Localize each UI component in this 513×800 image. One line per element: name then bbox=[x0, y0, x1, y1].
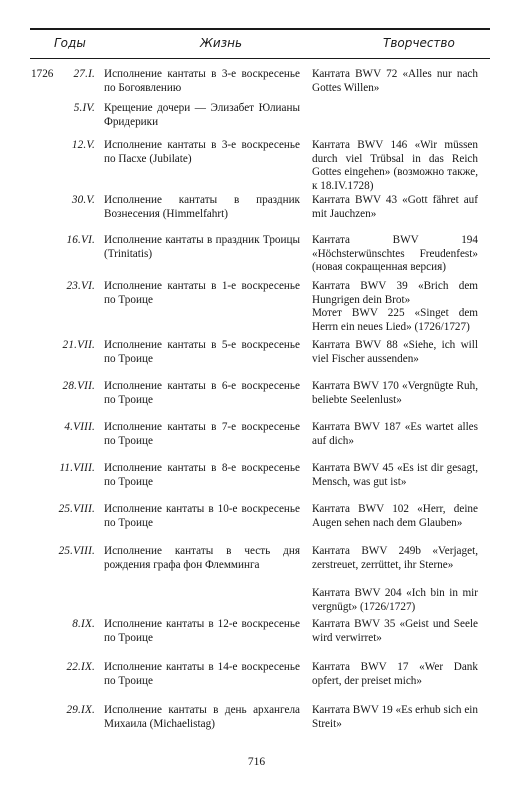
works-cell bbox=[312, 661, 478, 688]
life-cell: Крещение дочери — Элизабет Юлианы Фридерики bbox=[104, 102, 300, 128]
date-cell: 25.VIII. bbox=[58, 503, 95, 515]
life-cell: Исполнение кантаты в честь дня рождения графа фон Флемминга bbox=[104, 545, 300, 571]
life-cell: Исполнение кантаты в 8-е воскресенье по Троице bbox=[104, 462, 300, 488]
work-entry: Кантата BWV 19 «Es erhub sich ein Streit» bbox=[312, 704, 478, 730]
date-cell: 5.IV. bbox=[73, 102, 95, 114]
date-cell: 29.IX. bbox=[66, 704, 95, 716]
works-cell bbox=[312, 421, 478, 448]
life-cell: Исполнение кантаты в праздник Вознесения (Himmelfahrt) bbox=[104, 194, 300, 220]
works-cell bbox=[312, 234, 478, 275]
life-cell: Исполнение кантаты в 5-е воскресенье по Троице bbox=[104, 339, 300, 365]
date-cell: 27.I. bbox=[73, 68, 95, 80]
date-cell: 30.V. bbox=[71, 194, 95, 206]
work-entry: Кантата BWV 45 «Es ist dir gesagt, Mensch, was gut ist» bbox=[312, 462, 478, 488]
date-cell: 25.VIII. bbox=[58, 545, 95, 557]
work-entry: Кантата BWV 72 «Alles nur nach Gottes Willen» bbox=[312, 68, 478, 94]
life-cell: Исполнение кантаты в 12-е воскресенье по Троице bbox=[104, 618, 300, 644]
work-entry: Кантата BWV 43 «Gott fähret auf mit Jauchzen» bbox=[312, 194, 478, 220]
work-entry: Мотет BWV 225 «Singet dem Herrn ein neues Lied» (1726/1727) bbox=[312, 307, 478, 333]
work-entry: Кантата BWV 187 «Es wartet alles auf dich» bbox=[312, 421, 478, 447]
column-header-life: Жизнь bbox=[200, 36, 243, 50]
works-cell bbox=[312, 618, 478, 645]
work-entry: Кантата BWV 17 «Wer Dank opfert, der preiset mich» bbox=[312, 661, 478, 687]
works-cell bbox=[312, 503, 478, 530]
column-header-works: Творчество bbox=[383, 36, 455, 50]
date-cell: 21.VII. bbox=[62, 339, 95, 351]
life-cell: Исполнение кантаты в 3-е воскресенье по Пасхе (Jubilate) bbox=[104, 139, 300, 165]
work-entry: Кантата BWV 170 «Vergnügte Ruh, beliebte Seelenlust» bbox=[312, 380, 478, 406]
date-cell: 4.VIII. bbox=[64, 421, 95, 433]
page-number: 716 bbox=[247, 756, 266, 768]
year-label: 1726 bbox=[31, 68, 54, 80]
work-entry: Кантата BWV 146 «Wir müssen durch viel Trübsal in das Reich Gottes eingehen» (возможно также, к 18.IV.1728) bbox=[312, 139, 478, 192]
works-cell bbox=[312, 339, 478, 366]
date-cell: 16.VI. bbox=[66, 234, 95, 246]
column-header-years: Годы bbox=[54, 36, 86, 50]
date-cell: 11.VIII. bbox=[59, 462, 95, 474]
date-cell: 8.IX. bbox=[72, 618, 95, 630]
date-cell: 12.V. bbox=[71, 139, 95, 151]
header-bottom-rule bbox=[30, 58, 490, 59]
work-entry: Кантата BWV 102 «Herr, deine Augen sehen nach dem Glauben» bbox=[312, 503, 478, 529]
date-cell: 28.VII. bbox=[62, 380, 95, 392]
life-cell: Исполнение кантаты в 3-е воскресенье по Богоявлению bbox=[104, 68, 300, 94]
life-cell: Исполнение кантаты в 6-е воскресенье по Троице bbox=[104, 380, 300, 406]
date-cell: 23.VI. bbox=[66, 280, 95, 292]
life-cell: Исполнение кантаты в 10-е воскресенье по Троице bbox=[104, 503, 300, 529]
life-cell: Исполнение кантаты в 7-е воскресенье по Троице bbox=[104, 421, 300, 447]
works-cell bbox=[312, 139, 478, 193]
works-cell bbox=[312, 704, 478, 731]
header-top-rule bbox=[30, 28, 490, 30]
work-entry: Кантата BWV 204 «Ich bin in mir vergnügt» (1726/1727) bbox=[312, 587, 478, 613]
works-cell bbox=[312, 462, 478, 489]
works-cell bbox=[312, 280, 478, 334]
works-cell bbox=[312, 380, 478, 407]
works-cell bbox=[312, 545, 478, 572]
life-cell: Исполнение кантаты в 14-е воскресенье по Троице bbox=[104, 661, 300, 687]
works-cell bbox=[312, 194, 478, 221]
work-entry: Кантата BWV 194 «Höchsterwünschtes Freudenfest» (новая сокращенная версия) bbox=[312, 234, 478, 274]
work-entry: Кантата BWV 88 «Siehe, ich will viel Fischer aussenden» bbox=[312, 339, 478, 365]
date-cell: 22.IX. bbox=[66, 661, 95, 673]
life-cell: Исполнение кантаты в праздник Троицы (Trinitatis) bbox=[104, 234, 300, 260]
work-entry: Кантата BWV 35 «Geist und Seele wird verwirret» bbox=[312, 618, 478, 644]
work-entry: Кантата BWV 249b «Verjaget, zerstreuet, zerrüttet, ihr Sterne» bbox=[312, 545, 478, 571]
life-cell: Исполнение кантаты в 1-е воскресенье по Троице bbox=[104, 280, 300, 306]
works-cell bbox=[312, 68, 478, 95]
life-cell: Исполнение кантаты в день архангела Михаила (Michaelistag) bbox=[104, 704, 300, 730]
work-entry: Кантата BWV 39 «Brich dem Hungrigen dein Brot» bbox=[312, 280, 478, 306]
